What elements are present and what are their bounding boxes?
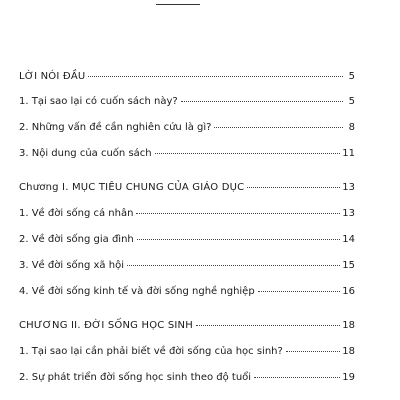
toc-entry[interactable] (19, 345, 355, 358)
dot-leader (196, 325, 340, 326)
toc-label: 1. Tại sao lại cần phải biết về đời sống của học sinh? (19, 346, 283, 357)
dot-leader (286, 351, 340, 352)
toc-heading-preface[interactable] (19, 70, 355, 83)
toc-page-number: 18 (342, 346, 355, 357)
dot-leader (254, 377, 340, 378)
toc-label: 3. Nội dung của cuốn sách (19, 148, 152, 159)
dot-leader (136, 213, 340, 214)
toc-page-number: 13 (342, 208, 355, 219)
toc-entry[interactable] (19, 207, 355, 220)
toc-entry[interactable] (19, 285, 355, 298)
toc-label: 2. Về đời sống gia đình (19, 234, 134, 245)
toc-page-number: 15 (342, 260, 355, 271)
toc-label: 1. Về đời sống cá nhân (19, 208, 134, 219)
toc-page-number: 11 (342, 148, 355, 159)
toc-page-number: 8 (348, 122, 355, 133)
toc-label: LỜI NÓI ĐẦU (19, 71, 86, 82)
toc-label: Chương I. MỤC TIÊU CHUNG CỦA GIÁO DỤC (19, 182, 245, 193)
toc-page-number: 16 (342, 286, 355, 297)
toc-entry[interactable] (19, 147, 355, 160)
toc-entry[interactable] (19, 259, 355, 272)
dot-leader (181, 101, 343, 102)
toc-page-number: 13 (342, 182, 355, 193)
toc-page-number: 5 (348, 71, 355, 82)
toc-label: 2. Những vấn đề cần nghiên cứu là gì? (19, 122, 212, 133)
toc-heading-chapter-2[interactable] (19, 319, 355, 332)
toc-label: 3. Về đời sống xã hội (19, 260, 124, 271)
toc-entry[interactable] (19, 233, 355, 246)
toc-entry[interactable] (19, 121, 355, 134)
toc-page-number: 18 (342, 320, 355, 331)
toc-heading-chapter-1[interactable] (19, 181, 355, 194)
dot-leader (155, 153, 341, 154)
toc-page-number: 14 (342, 234, 355, 245)
dot-leader (258, 291, 341, 292)
dot-leader (137, 239, 341, 240)
toc-label: CHƯƠNG II. ĐỜI SỐNG HỌC SINH (19, 320, 193, 331)
toc-entry[interactable] (19, 95, 355, 108)
dot-leader (88, 76, 343, 77)
dot-leader (214, 127, 343, 128)
toc-page-number: 5 (348, 96, 355, 107)
toc-entry[interactable] (19, 371, 355, 384)
toc-label: 4. Về đời sống kinh tế và đời sống nghề nghiệp (19, 286, 255, 297)
dot-leader (247, 187, 340, 188)
dot-leader (127, 265, 340, 266)
toc-page-number: 19 (342, 372, 355, 383)
toc-label: 1. Tại sao lại có cuốn sách này? (19, 96, 178, 107)
toc-label: 2. Sự phát triển đời sống học sinh theo độ tuổi (19, 372, 252, 383)
top-rule (156, 4, 200, 5)
